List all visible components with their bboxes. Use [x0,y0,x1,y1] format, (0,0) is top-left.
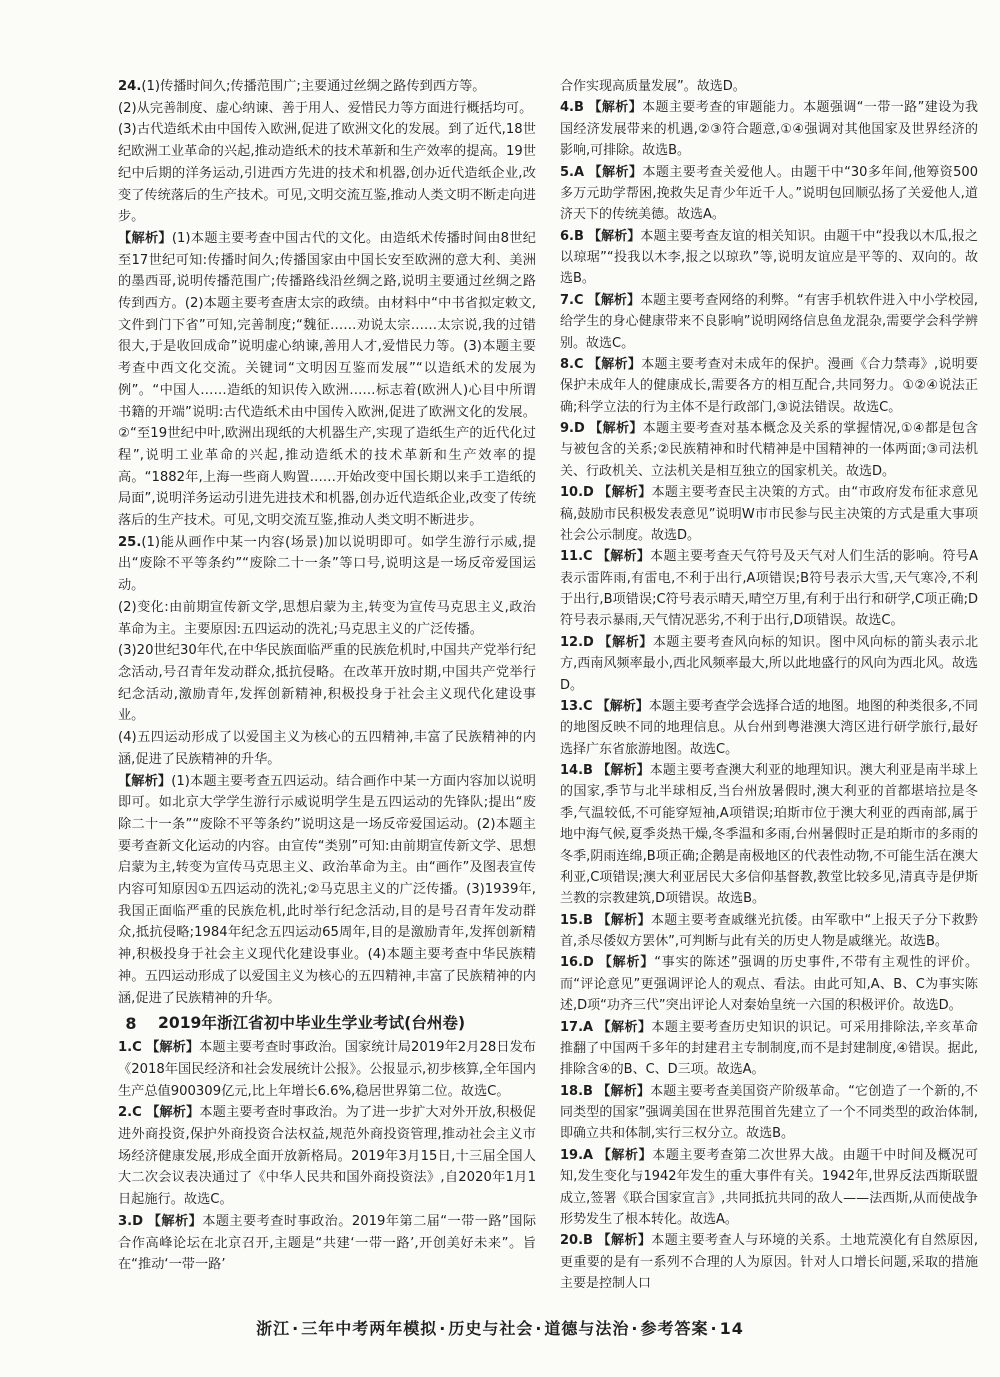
answer-item-8 [560,354,978,418]
footer-separator: · [439,1319,447,1338]
answer-item-11 [560,546,978,632]
question-25 [118,532,536,1009]
analysis-tag: 【解析】 [597,1233,652,1249]
answer-item-20 [560,1230,978,1294]
item-text: 本题主要考查对基本概念及关系的掌握情况,①④都是包含与被包含的关系;②民族精神和时代精神是中国精神的一体两面;③司法机关、行政机关、立法机关是相互独立的国家机关。故选D。 [560,421,978,479]
item-text: 本题主要考查的审题能力。本题强调“一带一路”建设为我国经济发展带来的机遇,②③符合题意,①④强调对其他国家及世界经济的影响,可排除。故选B。 [560,100,978,159]
footer-separator: · [631,1319,639,1338]
answer-item-5 [560,162,978,226]
analysis-tag: 【解析】 [597,763,650,778]
item-number: 15.B [560,912,593,928]
analysis-tag: 【解析】 [589,421,643,436]
item-number: 8.C [560,356,584,372]
answer-item-9 [560,418,978,482]
section-number: 8 [125,1014,137,1034]
analysis-tag: 【解析】 [596,698,649,714]
answer-item-1 [118,1037,536,1102]
item-text: 本题主要考查天气符号及天气对人们生活的影响。符号A表示雷阵雨,有雷电,不利于出行,A项错误;B符号表示大雪,天气寒冷,不利于出行,B项错误;C符号表示晴天,晴空万里,有利于出行和研学,C项正确;D符号表示暴雨,天气情况恶劣,不利于出行,D项错误。故选C。 [560,549,978,629]
item-number: 4.B [560,100,584,116]
analysis-tag: 【解析】 [147,1213,203,1229]
answer-item-18 [560,1081,978,1145]
analysis-tag: 【解析】 [146,1105,200,1121]
analysis-tag: 【解析】 [597,549,651,565]
analysis-tag: 【解析】 [588,100,643,116]
footer-subject-1: 历史与社会 [448,1319,534,1338]
item-number: 14.B [560,763,593,778]
page-number: 14 [719,1319,744,1338]
item-number: 7.C [560,292,584,308]
item-number: 5.A [560,164,585,180]
item-text: 本题主要考查美国资产阶级革命。“它创造了一个新的,不同类型的国家”强调美国在世界范围首先建立了一个不同类型的政治体制,即确立共和体制,实行三权分立。故选B。 [560,1083,978,1142]
item-text: 本题主要考查网络的利弊。“有害手机软件进入中小学校园,给学生的身心健康带来不良影响”说明网络信息鱼龙混杂,需要学会科学辨别。故选C。 [560,292,978,351]
answer-part-3: (3)20世纪30年代,在中华民族面临严重的民族危机时,中国共产党举行纪念活动,号召青年发动群众,抵抗侵略。在改革开放时期,中国共产党举行纪念活动,激励青年,发挥创新精神,积极投身于社会主义现代化建设事业。 [118,643,536,724]
question-number: 24. [118,79,142,94]
answer-part-1: (1)传播时间久;传播范围广;主要通过丝绸之路传到西方等。 [141,79,486,94]
item-number: 1.C [118,1040,142,1056]
item-number: 12.D [560,634,594,650]
item-text: 本题主要考查民主决策的方式。由“市政府发布征求意见稿,鼓励市民积极发表意见”说明W市市民参与民主决策的方式是重大事项社会公示制度。故选D。 [560,485,978,543]
analysis-tag: 【解析】 [146,1040,200,1056]
analysis-tag: 【解析】 [118,230,172,246]
answer-part-1: (1)能从画作中某一内容(场景)加以说明即可。如学生游行示威,提出“废除不平等条约”“废除二十一条”等口号,说明这是一场反帝爱国运动。 [118,534,536,594]
analysis-tag: 【解析】 [598,634,653,650]
item-number: 20.B [560,1233,593,1249]
item-text: 本题主要考查时事政治。为了进一步扩大对外开放,积极促进外商投资,保护外商投资合法权益,规范外商投资管理,推动社会主义市场经济健康发展,形成全面开放新格局。2019年3月15日,十三届全国人大二次会议表决通过了《中华人民共和国外商投资法》,自2020年1月1日起施行。故选C。 [118,1105,536,1208]
answer-item-6 [560,226,978,290]
item-text: 本题主要考查关爱他人。由题干中“30多年间,他筹资500多万元助学帮困,挽救失足青少年近千人。”说明包回顺弘扬了关爱他人,道济天下的传统美德。故选A。 [560,164,978,223]
item-text: 本题主要考查时事政治。国家统计局2019年2月28日发布《2018年国民经济和社会发展统计公报》。公报显示,初步核算,全年国内生产总值900309亿元,比上年增长6.6%,稳居世界第二位。故选C。 [118,1040,536,1099]
item-text: 本题主要考查历史知识的识记。可采用排除法,辛亥革命推翻了中国两千多年的封建君主专制制度,而不是封建制度,④错误。据此,排除含④的B、C、D三项。故选A。 [560,1019,978,1078]
item-text: 本题主要考查时事政治。2019年第二届“一带一路”国际合作高峰论坛在北京召开,主题是“共建‘一带一路’,开创美好未来”。旨在“推动‘一带一路’ [118,1213,537,1273]
analysis-tag: 【解析】 [588,164,643,180]
item-number: 6.B [560,228,584,244]
question-24 [118,76,536,532]
answer-item-19 [560,1145,978,1231]
footer-subject-2: 道德与法治 [544,1319,630,1338]
item-number: 17.A [560,1019,594,1035]
footer-separator: · [710,1319,718,1338]
item-text: 本题主要考查戚继光抗倭。由军歌中“上报天子分下救黔首,杀尽倭奴方罢休”,可判断与此有关的历史人物是戚继光。故选B。 [560,912,978,949]
item-number: 16.D [560,955,594,971]
analysis-tag: 【解析】 [118,773,172,789]
item-number: 18.B [560,1083,593,1099]
analysis-tag: 【解析】 [597,912,651,928]
item-text: 本题主要考查人与环境的关系。土地荒漠化有自然原因,更重要的是有一系列不合理的人为原因。针对人口增长问题,采取的措施主要是控制人口 [560,1233,978,1291]
item-number: 11.C [560,549,593,565]
analysis-text: (1)本题主要考查五四运动。结合画作中某一方面内容加以说明即可。如北京大学学生游行示威说明学生是五四运动的先锋队;提出“废除二十一条”“废除不平等条约”说明这是一场反帝爱国运动。(2)本题主要考查新文化运动的内容。由宣传“类别”可知:由前期宣传新文学、思想启蒙为主,转变为宣传马克思主义、政治革命为主。由“画作”及图表宣传内容可知原因①五四运动的洗礼;②马克思主义的广泛传播。(3)1939年,我国正面临严重的民族危机,此时举行纪念活动,目的是号召青年发动群众,抵抗侵略;1984年纪念五四运动65周年,目的是激励青年,发挥创新精神,积极投身于社会主义现代化建设事业。(4)本题主要考查中华民族精神。五四运动形成了以爱国主义为核心的五四精神,丰富了民族精神的内涵,促进了民族精神的升华。 [118,773,536,1006]
answer-item-7 [560,290,978,354]
answer-item-2 [118,1102,536,1211]
page-footer [0,1316,1000,1339]
analysis-tag: 【解析】 [598,955,655,971]
left-column [118,76,536,1276]
section-heading [118,1013,536,1035]
footer-series: 三年中考两年模拟 [301,1319,438,1338]
answer-part-3: (3)古代造纸术由中国传入欧洲,促进了欧洲文化的发展。到了近代,18世纪欧洲工业革命的兴起,推动造纸术的技术革新和生产效率的提高。19世纪中后期的洋务运动,引进西方先进的技术和机器,创办近代造纸企业,改变了传统落后的生产技术。可见,文明交流互鉴,推动人类文明不断走向进步。 [118,122,536,225]
footer-separator: · [292,1319,300,1338]
question-number: 25. [118,534,142,550]
analysis-tag: 【解析】 [588,228,641,244]
answer-part-2: (2)变化:由前期宣传新文学,思想启蒙为主,转变为宣传马克思主义,政治革命为主。主要原因:五四运动的洗礼;马克思主义的广泛传播。 [118,599,536,637]
footer-label: 参考答案 [640,1319,709,1338]
answer-item-13 [560,696,978,760]
item-text: 本题主要考查第二次世界大战。由题干中时间及概况可知,发生变化与1942年发生的重大事件有关。1942年,世界反法西斯联盟成立,签署《联合国家宣言》,共同抵抗共同的敌人——法西斯,从而使战争形势发生了根本转化。故选A。 [560,1147,978,1227]
item-text: 本题主要考查澳大利亚的地理知识。澳大利亚是南半球上的国家,季节与北半球相反,当台州放暑假时,澳大利亚的首都堪培拉是冬季,气温较低,不可能穿短袖,A项错误;珀斯市位于澳大利亚的西南部,属于地中海气候,夏季炎热干燥,冬季温和多雨,台州暑假时正是珀斯市的多雨的冬季,阴雨连绵,B项正确;企鹅是南极地区的代表性动物,不可能生活在澳大利亚,C项错误;澳大利亚居民大多信仰基督教,教堂比较多见,清真寺是伊斯兰教的宗教建筑,D项错误。故选B。 [560,763,978,907]
analysis-tag: 【解析】 [597,1019,652,1035]
item-number: 13.C [560,698,593,714]
footer-separator: · [535,1319,543,1338]
section-title: 2019年浙江省初中毕业生学业考试(台州卷) [158,1014,466,1033]
answer-part-4: (4)五四运动形成了以爱国主义为核心的五四精神,丰富了民族精神的内涵,促进了民族精神的升华。 [118,730,536,767]
answer-item-3 [118,1211,536,1276]
item-text: 本题主要考查学会选择合适的地图。地图的种类很多,不同的地图反映不同的地理信息。从台州到粤港澳大湾区进行研学旅行,最好选择广东省旅游地图。故选C。 [560,698,978,757]
analysis-text: (1)本题主要考查中国古代的文化。由造纸术传播时间由8世纪至17世纪可知:传播时间久;传播国家由中国长安至欧洲的意大利、美洲的墨西哥,说明传播范围广;传播路线沿丝绸之路,说明主要通过丝绸之路传到西方。(2)本题主要考查唐太宗的政绩。由材料中“中书省拟定敕文,文件到门下省”可知,完善制度;“魏征……劝说太宗……太宗说,我的过错很大,于是收回成命”说明虚心纳谏,善用人才,爱惜民力等。(3)本题主要考查中西文化交流。关键词“文明因互鉴而发展”“以造纸术的发展为例”。“中国人……造纸的知识传入欧洲……标志着(欧洲人)心目中所谓书籍的开端”说明:古代造纸术由中国传入欧洲,促进了欧洲文化的发展。②“至19世纪中叶,欧洲出现纸的大机器生产,实现了造纸生产的近代化过程”,说明工业革命的兴起,推动造纸术的技术革新和生产效率的提高。“1882年,上海一些商人购置……开始改变中国长期以来手工造纸的局面”,说明洋务运动引进先进技术和机器,创办近代造纸企业,改变了传统落后的生产技术。可见,文明交流互鉴,推动人类文明不断进步。 [118,230,536,529]
item-number: 10.D [560,485,594,501]
answer-part-2: (2)从完善制度、虚心纳谏、善于用人、爱惜民力等方面进行概括均可。 [118,100,533,116]
item-text: 本题主要考查友谊的相关知识。由题干中“投我以木瓜,报之以琼琚”“投我以木李,报之以琼玖”等,说明友谊应是平等的、双向的。故选B。 [560,228,978,287]
analysis-tag: 【解析】 [597,1083,651,1099]
right-column [560,76,978,1294]
analysis-tag: 【解析】 [587,292,641,308]
answer-item-14 [560,760,978,910]
answer-item-17 [560,1017,978,1081]
continued-text: 合作实现高质量发展”。故选D。 [560,79,746,94]
answer-item-4 [560,97,978,161]
item-text: 本题主要考查风向标的知识。图中风向标的箭头表示北方,西南风频率最小,西北风频率最大,所以此地盛行的风向为西北风。故选D。 [560,634,978,693]
answer-item-10 [560,482,978,546]
answer-item-15 [560,910,978,953]
answer-item-16 [560,952,978,1016]
analysis-tag: 【解析】 [598,485,652,501]
item-number: 9.D [560,421,585,436]
analysis-tag: 【解析】 [597,1147,653,1163]
item-text: “事实的陈述”强调的历史事件,不带有主观性的评价。而“评论意见”更强调评论人的观点、看法。由此可知,A、B、C为事实陈述,D项“功齐三代”突出评论人对秦始皇统一六国的积极评价。故选D。 [560,955,978,1014]
answer-item-12 [560,632,978,696]
item-number: 19.A [560,1147,594,1163]
item-number: 3.D [118,1213,144,1229]
footer-region: 浙江 [256,1319,291,1338]
item-text: 本题主要考查对未成年的保护。漫画《合力禁毒》,说明要保护未成年人的健康成长,需要各方的相互配合,共同努力。①②④说法正确;科学立法的行为主体不是行政部门,③说法错误。故选C。 [560,356,978,415]
item-number: 2.C [118,1105,142,1121]
analysis-tag: 【解析】 [587,356,642,372]
